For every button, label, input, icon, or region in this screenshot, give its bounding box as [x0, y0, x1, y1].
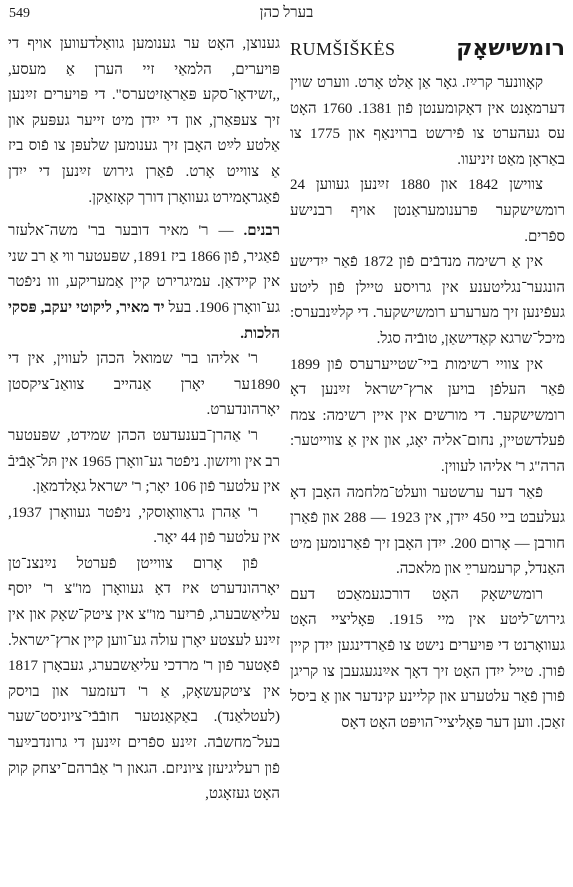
- rabbi-entry-3: ר' אַהרן־בענעדעט הכהן שמידט, שפּעטער רב אין וויזשון. ניפֿטר גע־וואָרן 1965 אין תּל־אָבֿיבֿ אין עלטער פֿון 106 יאָר; ר' ישראל גאָלדמאַן.: [8, 427, 280, 496]
- notables-paragraph: פֿון אָרום צווייטן פֿערטל נײַנצנ־טן יאָרהונדערט איז דאָ געוואָרן מו"צ ר' יוסף עליאַשבערג, פֿריִער מו"צ אין ציטק־שאָק און אין זײַנע לעצטע יאָרן עולה גע־ווען קיין ארץ־ישראל. פֿאָטער פֿון ר' מרדכי עליאַשבערג, געבאָרן 1817 אין ציטקעשאָק, אַ ר' דעזמער און בויסק (לעטלאַנד). באַקאַנטער חובֿבֿי־ציוניסט־שער בעל־מחשבֿה. זײַנע ספֿרים זײַנען די גרונדבײַער פֿון רעליגיעזן ציוניזם. הגאון ר' אַבֿרהם־יצחק קוק האָט געזאָגט,: [8, 555, 280, 803]
- rabbi-entry-1-works: יד מאיר, ליקוטי יעקב, פּסקי הלכות.: [8, 299, 280, 342]
- rabbi-entry-4: ר' אַהרן גראַוואָוסקי, ניפֿטר געוואָרן 1937, אין עלטער פֿון 44 יאָר.: [8, 504, 280, 547]
- left-column: [8, 32, 280, 884]
- paragraph-donors-1872: אין אַ רשימה מנדבֿים פֿון 1872 פֿאַר ייִדישע הונגער־נגליטענע אין גרויסע טיילן פֿון ליטע געפֿינען זיך מערערע רומשישקער. די קלײַנבערס: מיכל־שרגא קאַדישאַן, טובֿיה סגל.: [290, 254, 565, 347]
- page-number: 549: [9, 6, 30, 21]
- paragraph-population: פֿאַר דער ערשטער וועלט־מלחמה האָבן דאָ געלעבט ביי 450 ייִדן, אין 1923 — 288 און פֿאַרן חורבן — אָרום 200. ייִדן האָבן זיך פֿאַרנומען מיט האַנדל, קרעמערײַ און מלאכה.: [290, 484, 565, 578]
- running-head: בערל כהן: [259, 5, 314, 21]
- rabbis-paragraph: [8, 219, 280, 347]
- paragraph-expulsion: רומשישאָק האָט דורכגעמאַכט דעם גירוש־ליטע אין מיי 1915. פּאָליציי האָט געוואָרנט די פּויערים נישט צו פֿאַרדינגען ייִדן קיין פֿורן. טייל ייִדן האָט זיך דאָך אײַנגעגעבן צו קריגן פֿורן פֿאַר עלטערע און קליינע קינדער און אַ ביסל זאַכן. ווען דער פּאָליציי־הויפּט האָט דאָס: [290, 586, 565, 731]
- rabbis-heading: רבנים.: [243, 223, 280, 240]
- right-column: [290, 32, 565, 884]
- paragraph-lists-1899: אין צוויי רשימות ביי־שטייערערס פֿון 1899 פֿאַר העלפֿן בויען ארץ־ישראל זײַנען דאָ רומשישקער. די מורשים אין איין רשימה: צמח פֿעלדשטיין, נחום־אליה יאָג, און אין אַ צווייטער: הרה"ג ר' אליהו לעווין.: [290, 356, 565, 475]
- rabbi-entry-1: — ר' מאיר דובער בר' משה־אלעזר פֿאַגיר, פֿון 1866 ביז 1891, שפּעטער ווי אַ רב שני אין קיידאַן. עמיגרירט קיין אַמעריקע, ווו ניפֿטר גע־וואָרן 1906. בעל: [8, 223, 280, 316]
- paragraph-subscribers: צווישן 1842 און 1880 זײַנען געווען 24 רומשישקער פּרענומעראַנטן אויף רבנישע ספֿרים.: [290, 177, 565, 245]
- entry-title-yiddish: רומשישאָק: [456, 36, 565, 61]
- paragraph-history: קאָוונער קרײַז. גאָר אַן אַלט אָרט. ווערט שוין דערמאָנט אין דאָקומענטן פֿון 1381. 1760 האָט עס געהערט צו פֿירשט ברוינאַף און 1775 צו באַראָן מאַט זיניעוו.: [290, 75, 565, 168]
- rabbi-entry-2: ר' אליהו בר' שמואל הכהן לעווין, אין די 1890ער יאָרן אַנהייב צוואַנ־ציקסטן יאָרהונדערט.: [8, 351, 280, 419]
- left-paragraph-continuation: גענוצן, האָט ער גענומען גוואַלדעווען אויף די פּויערים, הלמאַי זיי הערן אַ מעסע, ,,זשידאָו־סקע פּאַראַזיטערס". די פּויערים זײַנען זיך צעפּאַרן, און די ייִדן מיט זייער געפּעק און אַלטע לײַט האָבן זיך גענומען שלעפּן צו פֿוס ביז אַ צווייט אָרט. פֿאַרן גירוש זײַנען די ייִדן פֿאַגראָמירט געוואָרן דורך קאָזאַקן.: [8, 36, 280, 206]
- entry-title-latin: RUMŠIŠKĖS: [290, 39, 396, 59]
- entry-heading: [290, 36, 565, 61]
